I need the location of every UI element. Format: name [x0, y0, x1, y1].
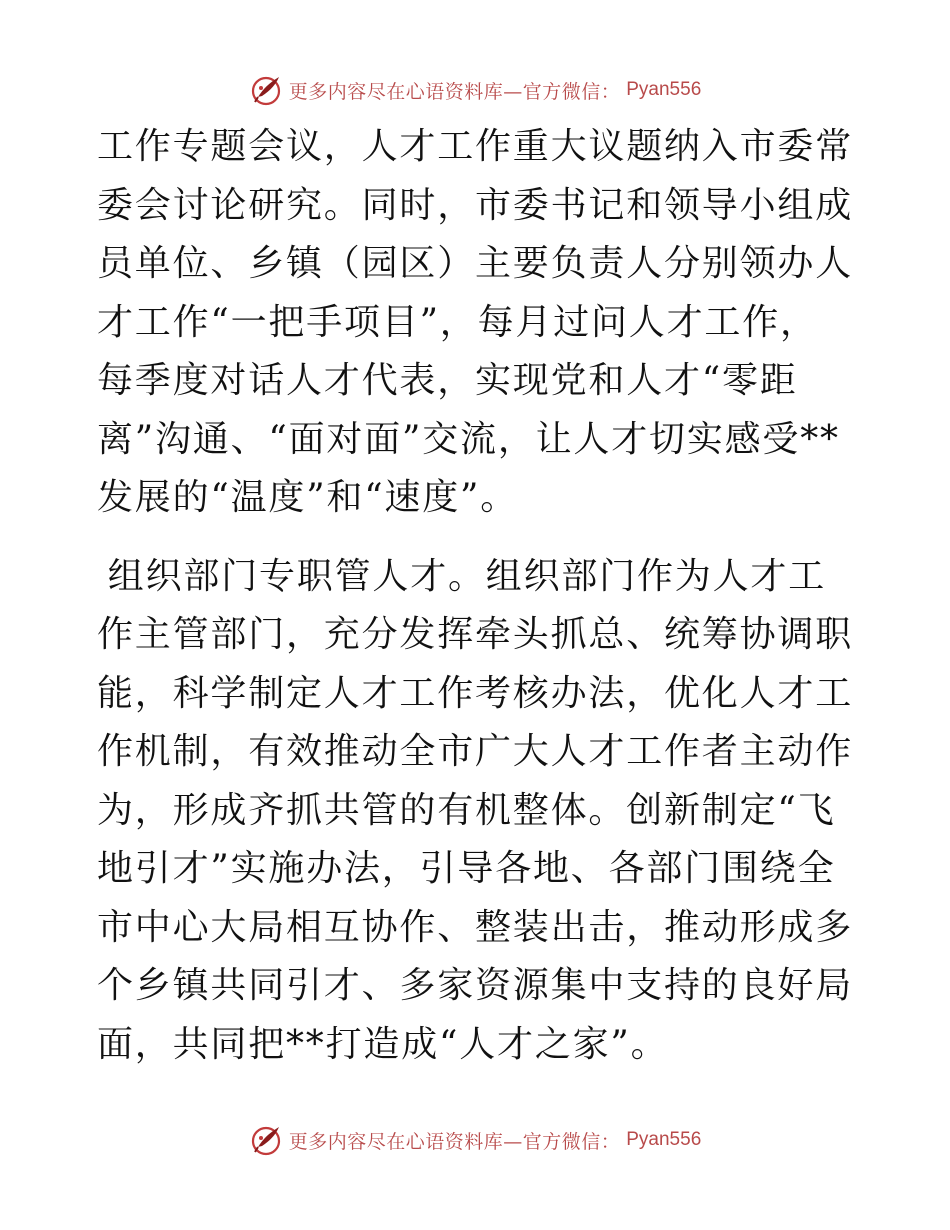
footer-banner [0, 1120, 950, 1160]
header-banner-text: 更多内容尽在心语资料库—官方微信： [288, 80, 621, 103]
quill-pen-logo-icon [249, 1123, 283, 1157]
footer-banner-text: 更多内容尽在心语资料库—官方微信： [288, 1130, 621, 1153]
header-banner [0, 70, 950, 110]
footer-banner-content [249, 1123, 702, 1157]
footer-wechat-id: Pyan556 [626, 1129, 702, 1150]
quill-pen-logo-icon [249, 73, 283, 107]
header-wechat-id: Pyan556 [626, 79, 702, 100]
body-paragraph-1: 工作专题会议，人才工作重大议题纳入市委常委会讨论研究。同时，市委书记和领导小组成员单位、乡镇（园区）主要负责人分别领办人才工作“一把手项目”，每月过问人才工作，每季度对话人才代表，实现党和人才“零距离”沟通、“面对面”交流，让人才切实感受**发展的“温度”和“速度”。 [97, 126, 854, 518]
document-body [97, 118, 853, 1074]
body-paragraph-2: 组织部门专职管人才。组织部门作为人才工作主管部门，充分发挥牵头抓总、统筹协调职能，科学制定人才工作考核办法，优化人才工作机制，有效推动全市广大人才工作者主动作为，形成齐抓共管的有机整体。创新制定“飞地引才”实施办法，引导各地、各部门围绕全市中心大局相互协作、整装出击，推动形成多个乡镇共同引才、多家资源集中支持的良好局面，共同把**打造成“人才之家”。 [97, 555, 854, 1065]
header-banner-content [249, 73, 702, 107]
